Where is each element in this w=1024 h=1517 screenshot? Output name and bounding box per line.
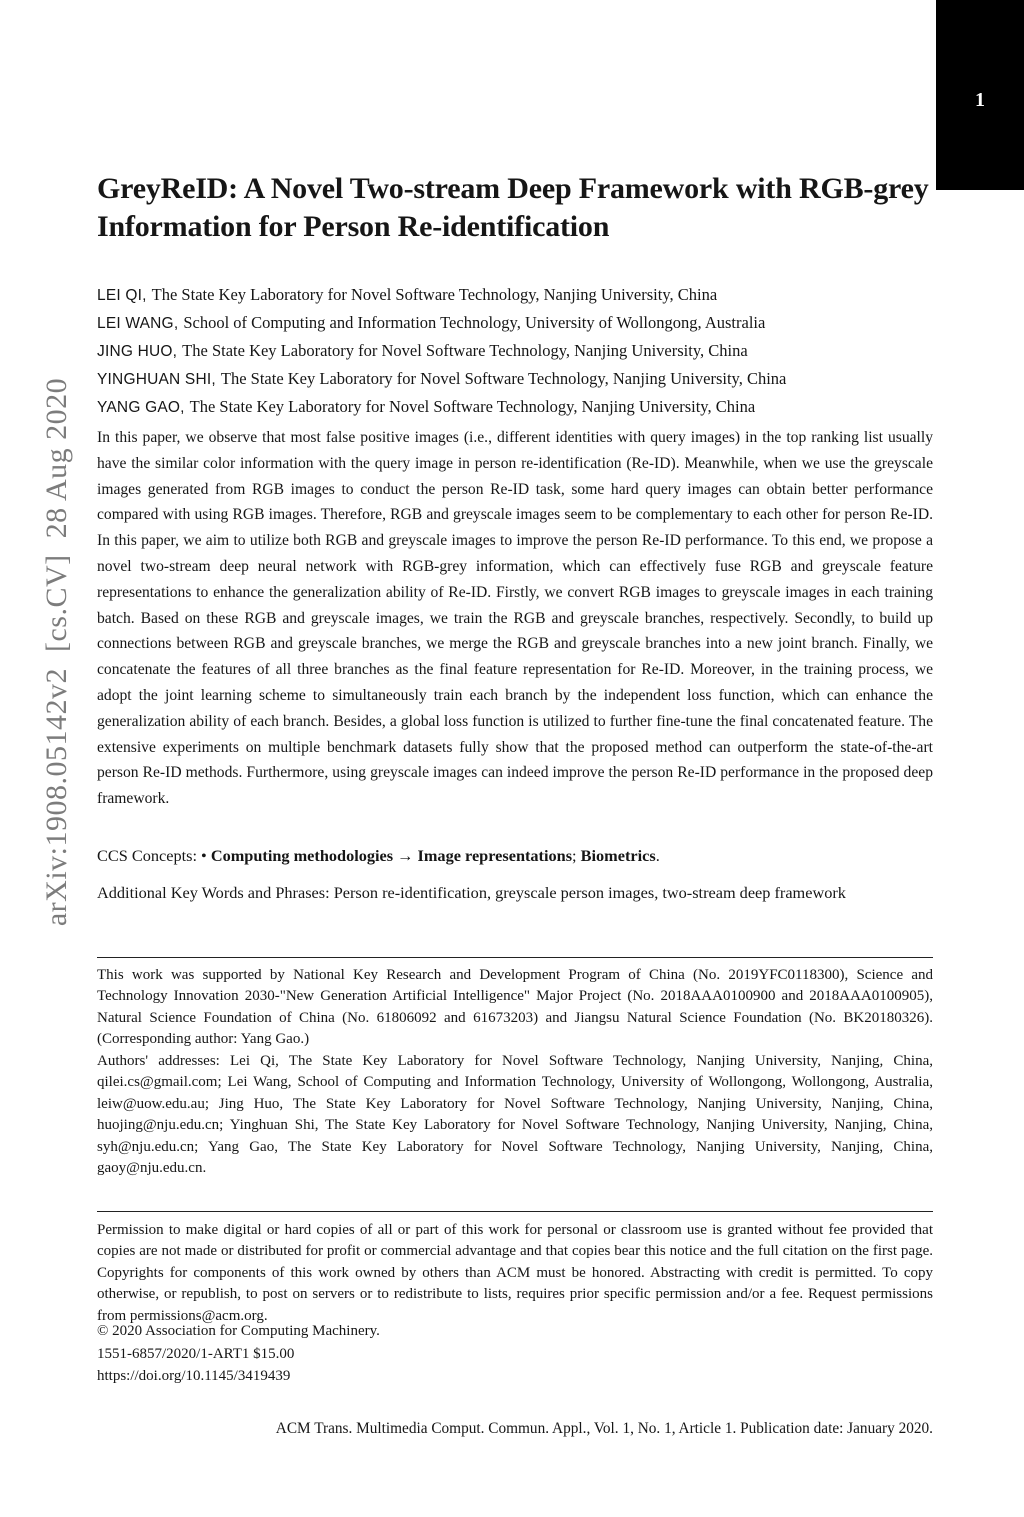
author-affiliation: The State Key Laboratory for Novel Software Technology, Nanjing University, China <box>189 397 756 416</box>
author-line <box>97 365 933 393</box>
author-name: LEI QI, <box>97 287 147 304</box>
authors-addresses: Authors' addresses: Lei Qi, The State Key Laboratory for Novel Software Technology, Nanjing University, Nanjing, China, qilei.cs@gmail.com; Lei Wang, School of Computing and Information Technology, University of Wollongong, Wollongong, Australia, leiw@uow.edu.au; Jing Huo, The State Key Laboratory for Novel Software Technology, Nanjing University, Nanjing, China, huojing@nju.edu.cn; Yinghuan Shi, The State Key Laboratory for Novel Software Technology, Nanjing University, Nanjing, China, syh@nju.edu.cn; Yang Gao, The State Key Laboratory for Novel Software Technology, Nanjing University, Nanjing, China, gaoy@nju.edu.cn. <box>97 1053 933 1177</box>
author-name: LEI WANG, <box>97 315 179 332</box>
issn-price-line: 1551-6857/2020/1-ART1 $15.00 <box>97 1346 295 1362</box>
keywords-line: Additional Key Words and Phrases: Person re-identification, greyscale person images, two-stream deep framework <box>97 883 846 902</box>
permission-note: Permission to make digital or hard copies of all or part of this work for personal or classroom use is granted without fee provided that copies are not made or distributed for profit or commercial advantage and that copies bear this notice and the full citation on the first page. Copyrights for components of this work owned by others than ACM must be honored. Abstracting with credit is permitted. To copy otherwise, or republish, to post on servers or to redistribute to lists, requires prior specific permission and/or a fee. Request permissions from permissions@acm.org. <box>97 1222 933 1324</box>
copyright-line: © 2020 Association for Computing Machinery. <box>97 1323 380 1339</box>
permission-rule <box>97 1211 933 1212</box>
ccs-separator: ; <box>572 846 581 865</box>
doi-line <box>97 1366 933 1387</box>
ccs-concept: Computing methodologies <box>210 846 394 865</box>
footer-citation: ACM Trans. Multimedia Comput. Commun. Appl., Vol. 1, No. 1, Article 1. Publication date: January 2020. <box>275 1420 933 1437</box>
abstract-text: In this paper, we observe that most false positive images (i.e., different identities with query images) in the top ranking list usually have the similar color information with the query image in person re-identification (Re-ID). Meanwhile, when we use the greyscale images generated from RGB images to conduct the person Re-ID task, some hard query images can obtain better performance compared with using RGB images. Therefore, RGB and greyscale images seem to be complementary to each other for person Re-ID. In this paper, we aim to utilize both RGB and greyscale images to improve the person Re-ID performance. To this end, we propose a novel two-stream deep neural network with RGB-grey information, which can effectively fuse RGB and greyscale feature representations to enhance the generalization ability of Re-ID. Firstly, we convert RGB images to greyscale images in each training batch. Based on these RGB and greyscale images, we train the RGB and greyscale branches, respectively. Secondly, to build up connections between RGB and greyscale branches, we merge the RGB and greyscale branches into a new joint branch. Finally, we concatenate the features of all three branches as the final feature representation for Re-ID. Moreover, in the training process, we adopt the joint learning scheme to simultaneously train each branch by the independent loss function, which can enhance the generalization ability of each branch. Besides, a global loss function is utilized to further fine-tune the final concatenated feature. The extensive experiments on multiple benchmark datasets fully show that the proposed method can outperform the state-of-the-art person Re-ID methods. Furthermore, using greyscale images can indeed improve the person Re-ID performance in the proposed deep framework. <box>97 429 933 808</box>
ccs-bullet: • <box>201 846 211 865</box>
ccs-label: CCS Concepts: <box>97 846 202 865</box>
footnote-rule <box>97 957 933 958</box>
doi-link[interactable]: https://doi.org/10.1145/3419439 <box>97 1368 291 1384</box>
ccs-concept: Image representations <box>417 846 573 865</box>
author-affiliation: The State Key Laboratory for Novel Software Technology, Nanjing University, China <box>151 285 718 304</box>
author-list <box>97 281 933 421</box>
author-affiliation: The State Key Laboratory for Novel Software Technology, Nanjing University, China <box>182 341 748 360</box>
page-number-box <box>936 0 1024 190</box>
author-line <box>97 393 933 421</box>
author-name: YANG GAO, <box>97 399 185 416</box>
author-affiliation: School of Computing and Information Technology, University of Wollongong, Australia <box>183 313 766 332</box>
author-name: YINGHUAN SHI, <box>97 371 216 388</box>
author-affiliation: The State Key Laboratory for Novel Software Technology, Nanjing University, China <box>220 369 787 388</box>
arxiv-watermark-text: arXiv:1908.05142v2 [cs.CV] 28 Aug 2020 <box>40 377 73 927</box>
paper-title: GreyReID: A Novel Two-stream Deep Framework with RGB-grey Information for Person Re-identification <box>97 172 929 243</box>
author-line <box>97 309 933 337</box>
author-line <box>97 281 933 309</box>
page-number: 1 <box>975 88 985 111</box>
ccs-concept: Biometrics <box>580 846 656 865</box>
funding-note: This work was supported by National Key Research and Development Program of China (No. 2019YFC0118300), Science and Technology Innovation 2030-"New Generation Artificial Intelligence" Major Project (No. 2018AAA0100900 and 2018AAA0100905), Natural Science Foundation of China (No. 61806092 and 61673203) and Jiangsu Natural Science Foundation (No. BK20180326). (Corresponding author: Yang Gao.) <box>97 967 933 1048</box>
author-line <box>97 337 933 365</box>
ccs-arrow: → <box>393 846 418 865</box>
ccs-period: . <box>655 846 660 865</box>
ccs-concepts-line <box>97 843 933 869</box>
author-name: JING HUO, <box>97 343 178 360</box>
